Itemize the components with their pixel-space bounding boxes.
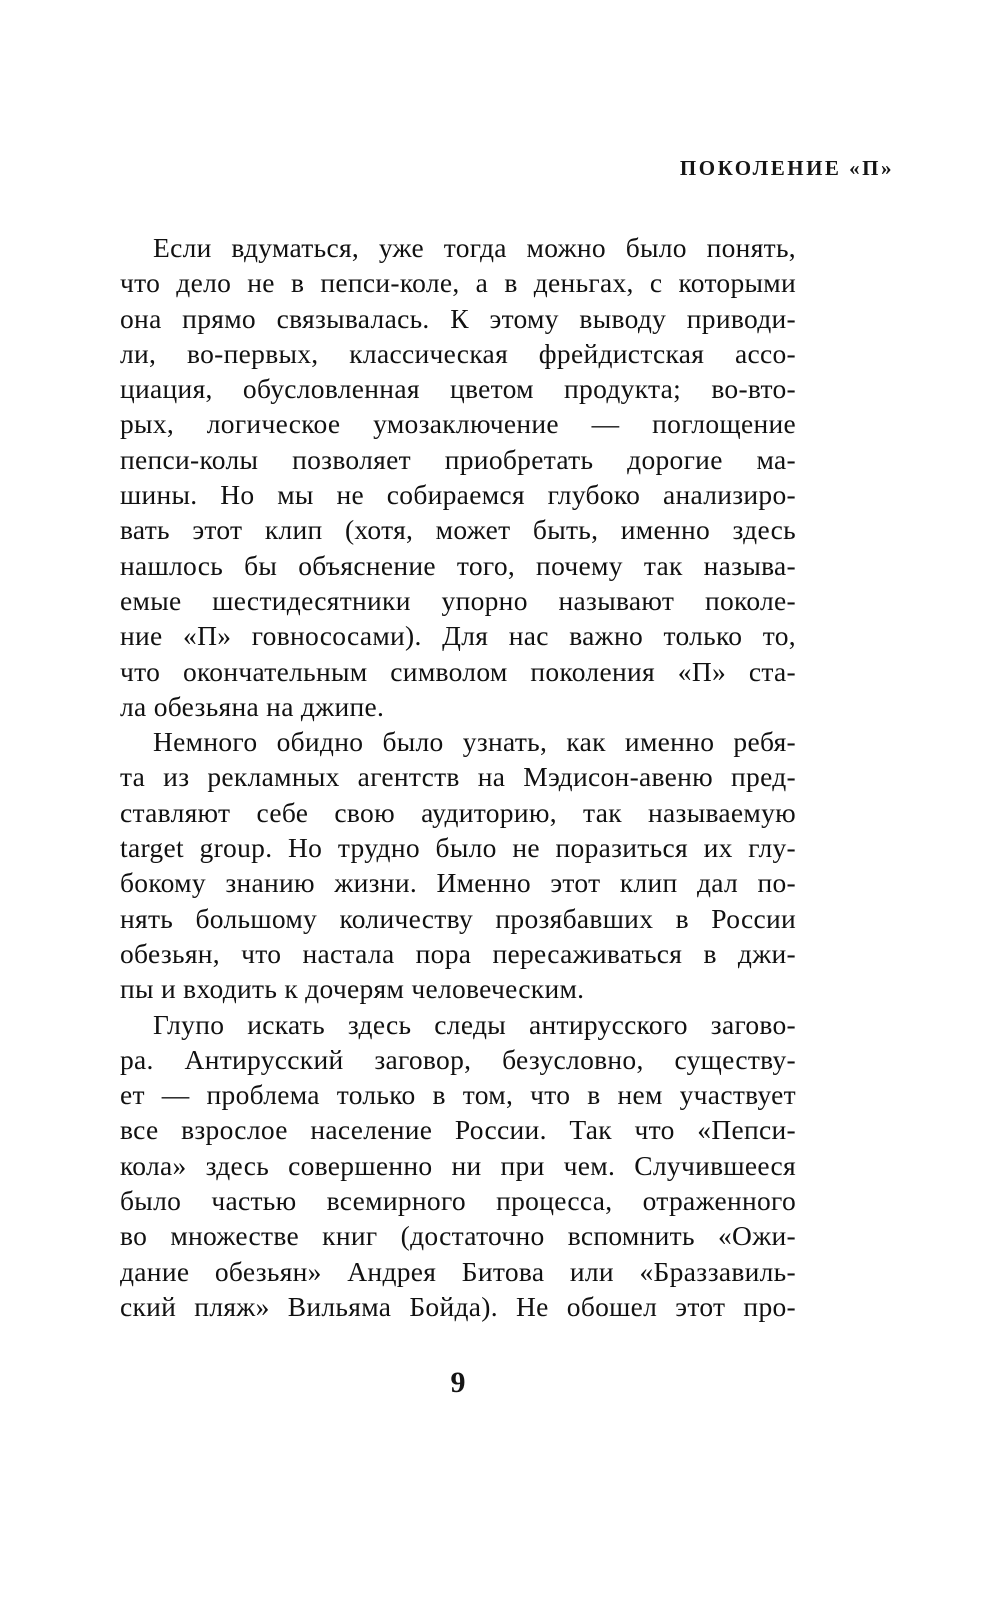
text-line: ние «П» говнососами). Для нас важно только то, — [120, 620, 796, 652]
text-line: пепси-колы позволяет приобретать дорогие ма- — [120, 443, 796, 475]
text-line: target group. Но трудно было не поразиться их глу- — [120, 832, 796, 864]
text-line: кола» здесь совершенно ни при чем. Случившееся — [120, 1149, 796, 1181]
text-line: она прямо связывалась. К этому выводу приводи- — [120, 302, 796, 334]
text-line: Немного обидно было узнать, как именно ребя- — [153, 726, 796, 758]
text-line: ра. Антирусский заговор, безусловно, существу- — [120, 1043, 796, 1075]
text-line: ставляют себе свою аудиторию, так называемую — [120, 796, 796, 828]
text-line: что окончательным символом поколения «П» ста- — [120, 655, 796, 687]
text-line: ский пляж» Вильяма Бойда). Не обошел этот про- — [120, 1290, 796, 1322]
text-line: нашлось бы объяснение того, почему так называ- — [120, 549, 796, 581]
text-line: шины. Но мы не собираемся глубоко анализиро- — [120, 479, 796, 511]
text-line: ла обезьяна на джипе. — [120, 690, 385, 722]
page-number: 9 — [450, 1366, 466, 1399]
text-line: та из рекламных агентств на Мэдисон-авеню пред- — [120, 761, 796, 793]
page-body — [120, 230, 796, 1324]
paragraph-1 — [120, 230, 796, 724]
text-line: обезьян, что настала пора пересаживаться в джи- — [120, 937, 796, 969]
text-line: Если вдуматься, уже тогда можно было понять, — [153, 232, 796, 263]
text-line: емые шестидесятники упорно называют поколе- — [120, 584, 796, 616]
text-line: рых, логическое умозаключение — поглощение — [120, 408, 796, 440]
text-line: дание обезьян» Андрея Битова или «Браззавиль- — [120, 1255, 796, 1287]
text-line: было частью всемирного процесса, отраженного — [120, 1185, 796, 1217]
text-line: все взрослое население России. Так что «Пепси- — [120, 1114, 796, 1146]
text-line: ет — проблема только в том, что в нем участвует — [120, 1079, 796, 1111]
text-line: циация, обусловленная цветом продукта; во-вто- — [120, 373, 796, 405]
paragraph-2 — [120, 724, 796, 1006]
text-line: бокому знанию жизни. Именно этот клип дал по- — [120, 867, 796, 899]
text-line: Глупо искать здесь следы антирусского загово- — [153, 1008, 796, 1040]
text-line: вать этот клип (хотя, может быть, именно здесь — [120, 514, 796, 546]
text-line: во множестве книг (достаточно вспомнить «Ожи- — [120, 1220, 796, 1252]
paragraph-3 — [120, 1007, 796, 1325]
text-line: пы и входить к дочерям человеческим. — [120, 973, 585, 1005]
text-line: что дело не в пепси-коле, а в деньгах, с которыми — [120, 267, 796, 299]
text-line: ли, во-первых, классическая фрейдистская ассо- — [120, 337, 796, 369]
text-line: нять большому количеству прозябавших в России — [120, 902, 796, 934]
running-head: ПОКОЛЕНИЕ «П» — [679, 156, 894, 180]
